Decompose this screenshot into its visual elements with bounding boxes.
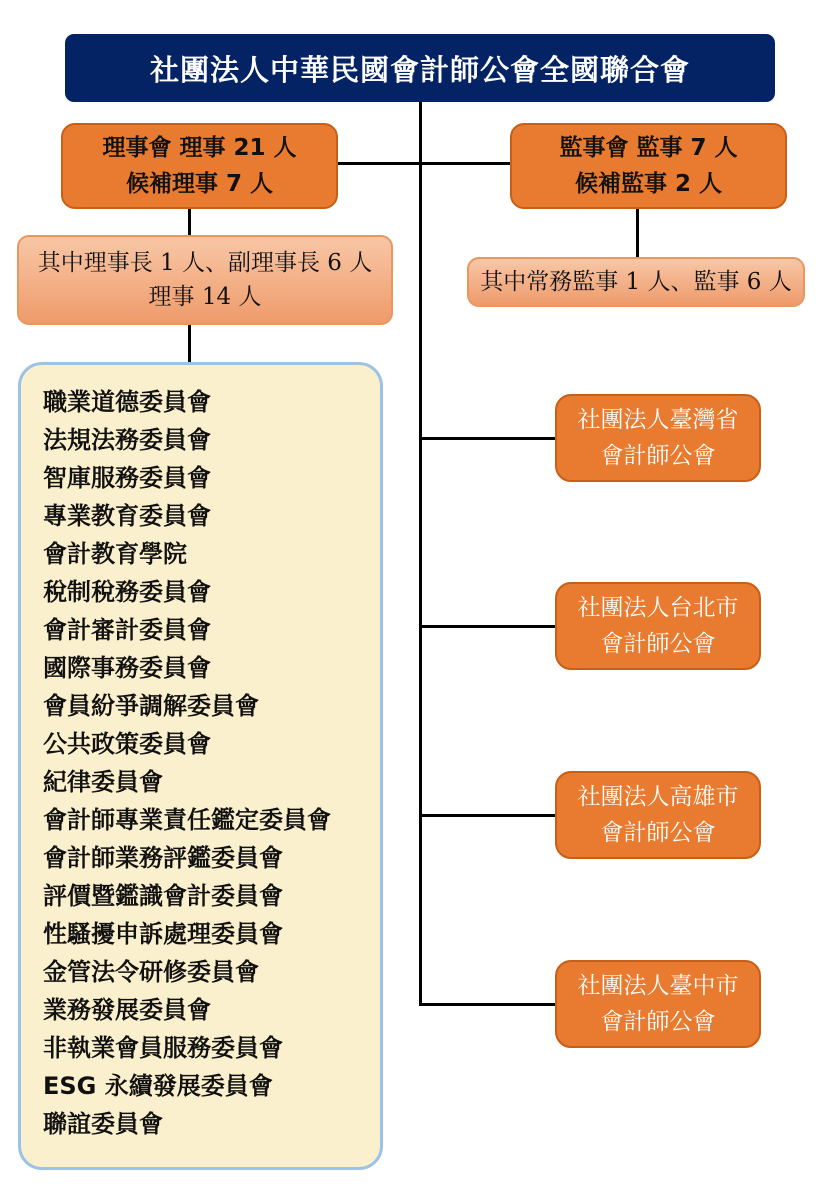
committee-item: 智庫服務委員會 — [43, 464, 211, 492]
association-taiwan-box — [555, 394, 761, 482]
association-taipei-line1: 社團法人台北市 — [577, 595, 739, 621]
directors-detail-line2: 理事 14 人 — [148, 284, 262, 310]
committee-item: 性騷擾申訴處理委員會 — [43, 920, 283, 948]
association-kaohsiung-box — [555, 771, 761, 859]
committee-item: 法規法務委員會 — [43, 426, 211, 454]
association-taichung-box — [555, 960, 761, 1048]
committee-list — [18, 362, 383, 1170]
board-of-directors-box — [61, 123, 338, 209]
center-trunk-line — [419, 102, 422, 1006]
association-kaohsiung-line1: 社團法人高雄市 — [577, 784, 739, 810]
committee-item: 會計師專業責任鑑定委員會 — [43, 806, 331, 834]
supervisors-detail-line1: 其中常務監事 1 人、監事 6 人 — [480, 269, 792, 295]
branch-line-kaohsiung — [421, 814, 555, 817]
committee-item: 評價暨鑑識會計委員會 — [43, 882, 283, 910]
board-of-supervisors-box — [510, 123, 787, 209]
association-kaohsiung-line2: 會計師公會 — [600, 820, 716, 846]
committee-item: 會計師業務評鑑委員會 — [43, 844, 283, 872]
association-taipei-box — [555, 582, 761, 670]
committee-item: 業務發展委員會 — [43, 996, 211, 1024]
committee-item: 紀律委員會 — [43, 768, 163, 796]
supervisors-detail-box — [467, 257, 805, 307]
directors-detail-box — [17, 235, 393, 325]
federation-title-box — [65, 34, 775, 102]
boards-cross-line — [337, 162, 510, 165]
branch-line-taipei — [421, 625, 555, 628]
directors-detail-line1: 其中理事長 1 人、副理事長 6 人 — [37, 250, 373, 276]
committee-item: 會員紛爭調解委員會 — [43, 692, 259, 720]
committee-item: 職業道德委員會 — [43, 388, 211, 416]
board-of-directors-line2: 候補理事 7 人 — [125, 171, 274, 197]
committee-item: 專業教育委員會 — [43, 502, 211, 530]
association-taichung-line2: 會計師公會 — [600, 1009, 716, 1035]
association-taipei-line2: 會計師公會 — [600, 631, 716, 657]
association-taiwan-line1: 社團法人臺灣省 — [577, 407, 739, 433]
committee-item: 會計審計委員會 — [43, 616, 211, 644]
committee-item: 國際事務委員會 — [43, 654, 211, 682]
association-taiwan-line2: 會計師公會 — [600, 443, 716, 469]
committee-item: 金管法令研修委員會 — [43, 958, 259, 986]
committee-item: ESG 永續發展委員會 — [43, 1072, 273, 1100]
federation-title: 社團法人中華民國會計師公會全國聯合會 — [149, 52, 690, 87]
committee-item: 聯誼委員會 — [43, 1110, 163, 1138]
board-of-supervisors-line2: 候補監事 2 人 — [574, 171, 723, 197]
committee-item: 非執業會員服務委員會 — [43, 1034, 283, 1062]
committee-item: 公共政策委員會 — [43, 730, 211, 758]
directors-detail-connector-line — [188, 324, 191, 363]
committee-item: 稅制稅務委員會 — [43, 578, 211, 606]
directors-connector-line — [188, 208, 191, 236]
supervisors-connector-line — [636, 208, 639, 258]
branch-line-taiwan — [421, 437, 555, 440]
board-of-directors-line1: 理事會 理事 21 人 — [102, 135, 297, 161]
association-taichung-line1: 社團法人臺中市 — [577, 973, 739, 999]
branch-line-taichung — [421, 1003, 555, 1006]
board-of-supervisors-line1: 監事會 監事 7 人 — [559, 135, 738, 161]
committee-item: 會計教育學院 — [43, 540, 187, 568]
